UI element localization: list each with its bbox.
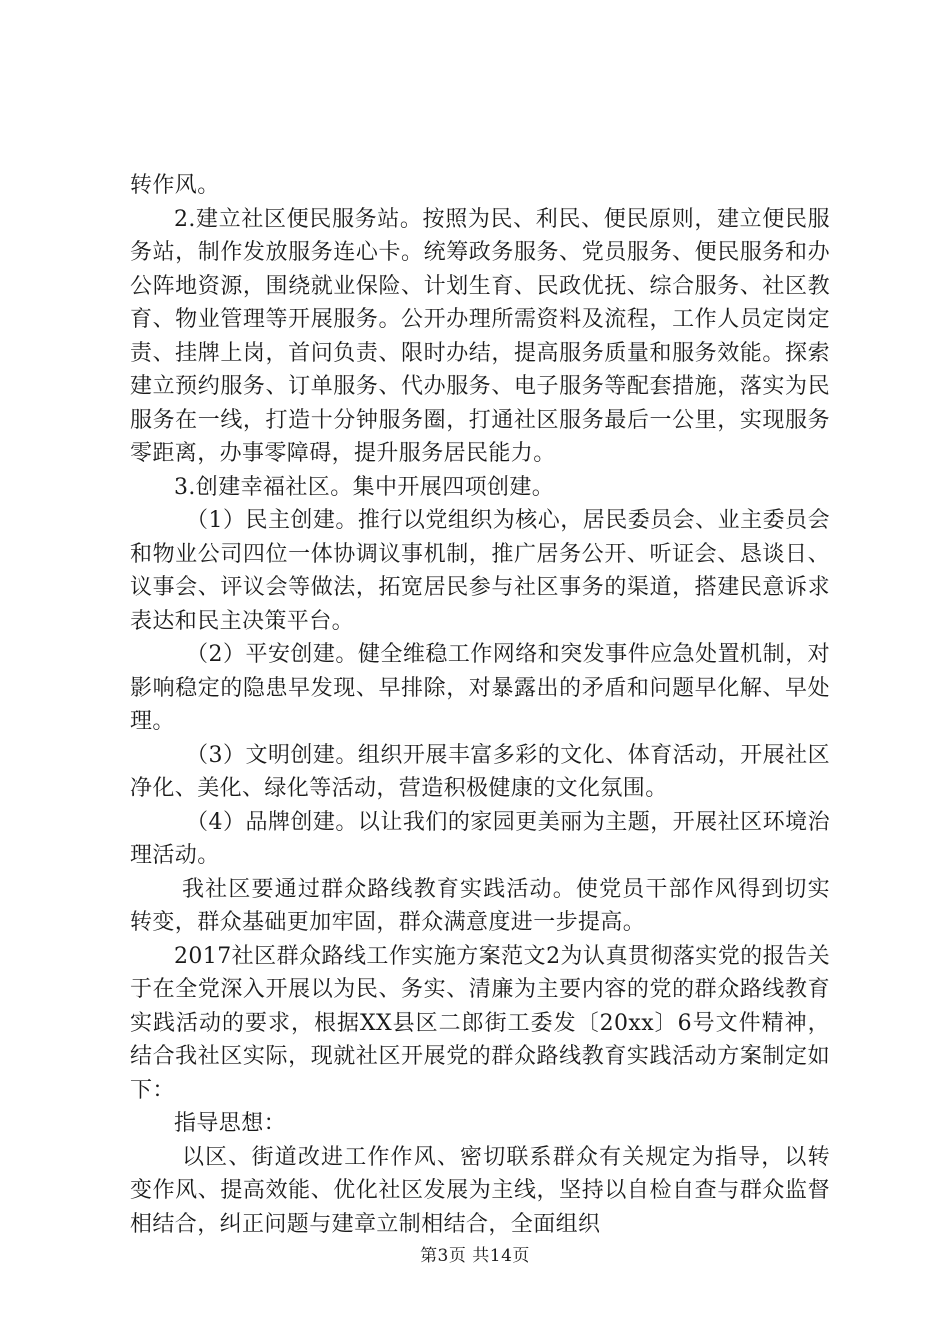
paragraph: 以区、街道改进工作作风、密切联系群众有关规定为指导，以转变作风、提高效能、优化社区发展为主线，坚持以自检自查与群众监督相结合，纠正问题与建章立制相结合，全面组织 xyxy=(130,1144,830,1237)
paragraph: （4）品牌创建。以让我们的家园更美丽为主题，开展社区环境治理活动。 xyxy=(130,809,830,868)
paragraph: 转作风。 xyxy=(130,173,220,198)
paragraph: 2017社区群众路线工作实施方案范文2为认真贯彻落实党的报告关于在全党深入开展以为民、务实、清廉为主要内容的党的群众路线教育实践活动的要求，根据XX县区二郎街工委发〔20xx〕6号文件精神，结合我社区实际，现就社区开展党的群众路线教育实践活动方案制定如下： xyxy=(130,943,830,1103)
paragraph: 指导思想： xyxy=(174,1111,287,1136)
paragraph: （3）文明创建。组织开展丰富多彩的文化、体育活动，开展社区净化、美化、绿化等活动，营造积极健康的文化氛围。 xyxy=(130,742,830,801)
paragraph: 3.创建幸福社区。集中开展四项创建。 xyxy=(174,474,555,500)
document-body xyxy=(130,169,830,1241)
paragraph: 2.建立社区便民服务站。按照为民、利民、便民原则，建立便民服务站，制作发放服务连心卡。统筹政务服务、党员服务、便民服务和办公阵地资源，围绕就业保险、计划生育、民政优抚、综合服务、社区教育、物业管理等开展服务。公开办理所需资料及流程，工作人员定岗定责、挂牌上岗，首问负责、限时办结，提高服务质量和服务效能。探索建立预约服务、订单服务、代办服务、电子服务等配套措施，落实为民服务在一线，打造十分钟服务圈，打通社区服务最后一公里，实现服务零距离，办事零障碍，提升服务居民能力。 xyxy=(130,206,830,466)
paragraph: 我社区要通过群众路线教育实践活动。使党员干部作风得到切实转变，群众基础更加牢固，群众满意度进一步提高。 xyxy=(130,876,830,935)
paragraph: （1）民主创建。推行以党组织为核心，居民委员会、业主委员会和物业公司四位一体协调议事机制，推广居务公开、听证会、恳谈日、议事会、评议会等做法，拓宽居民参与社区事务的渠道，搭建民意诉求表达和民主决策平台。 xyxy=(130,508,830,634)
paragraph: （2）平安创建。健全维稳工作网络和突发事件应急处置机制，对影响稳定的隐患早发现、早排除，对暴露出的矛盾和问题早化解、早处理。 xyxy=(130,642,830,734)
page-number-footer: 第3页 共14页 xyxy=(420,1246,530,1266)
